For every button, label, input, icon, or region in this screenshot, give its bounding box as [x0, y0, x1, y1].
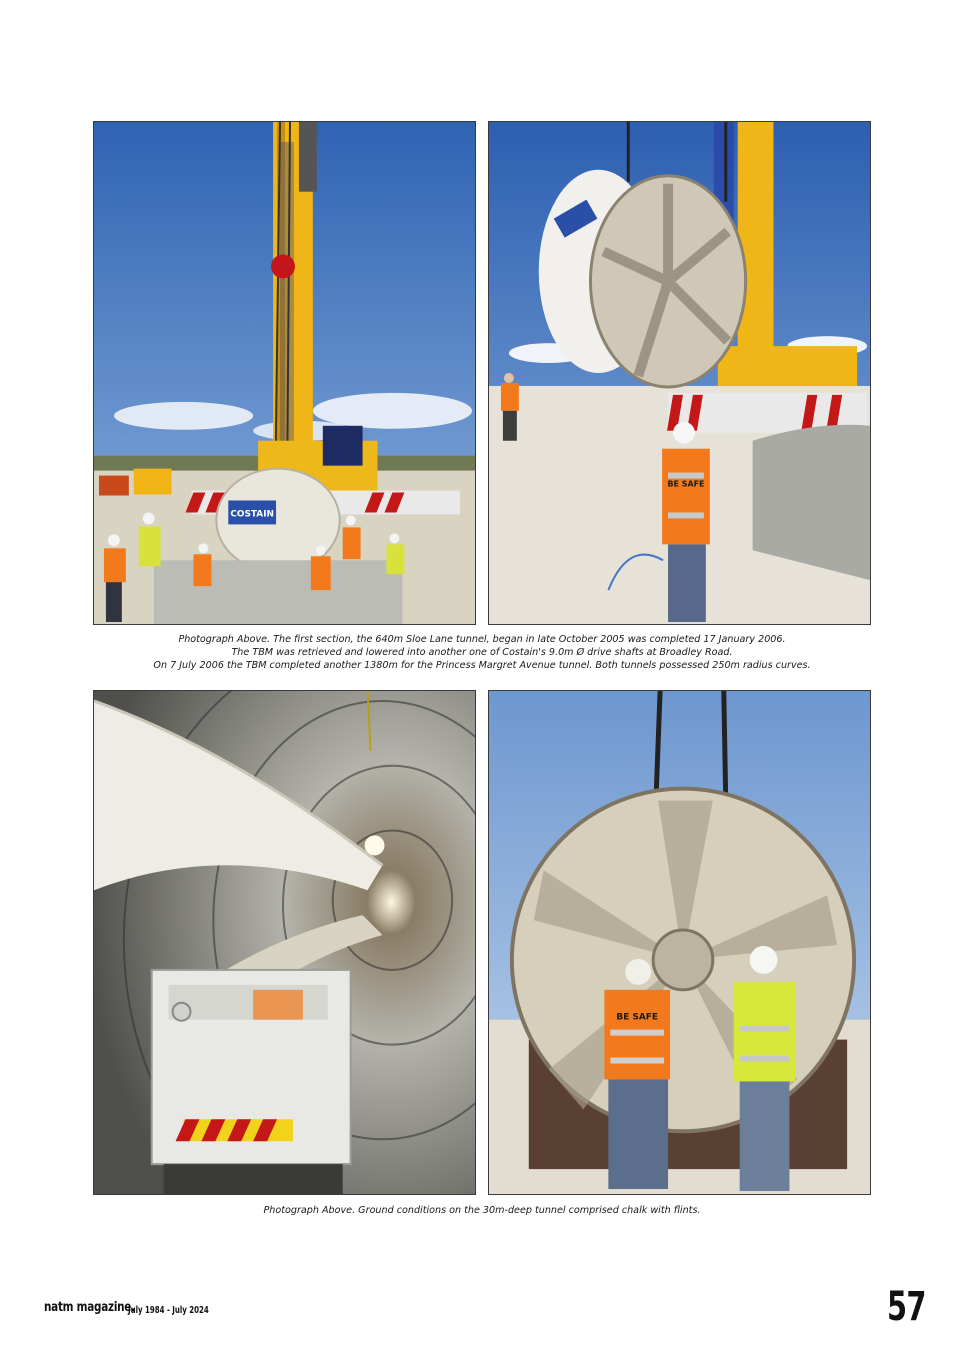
be-safe-label-bottom: BE SAFE — [616, 1012, 659, 1023]
page-number: 57 — [887, 1284, 926, 1330]
costain-logo-text: COSTAIN — [230, 509, 275, 520]
hazard-stripes — [176, 1119, 293, 1141]
worker-orange-vest — [662, 449, 710, 545]
caption-top-line-3: On 7 July 2006 the TBM completed another 1380m for the Princess Margret Avenue tunnel. Both tunnels possessed 250m radius curves. — [153, 660, 811, 671]
caption-top-line-1: Photograph Above. The first section, the 640m Sloe Lane tunnel, began in late October 2005 was completed 17 January 2006. — [178, 634, 786, 645]
photo-tunnel-interior — [93, 690, 476, 1195]
photo-crane-lifting-tbm — [93, 121, 476, 625]
tbm-lift-photo-illustration — [489, 122, 870, 624]
magazine-name: natm magazine. — [44, 1300, 135, 1315]
issue-dates: July 1984 - July 2024 — [128, 1305, 209, 1316]
caption-bottom-line: Photograph Above. Ground conditions on the 30m-deep tunnel comprised chalk with flints. — [263, 1205, 701, 1216]
caption-top-line-2: The TBM was retrieved and lowered into another one of Costain's 9.0m Ø drive shafts at Broadley Road. — [231, 647, 733, 658]
photo-tbm-cutterhead — [488, 690, 871, 1195]
be-safe-label-top: BE SAFE — [667, 479, 705, 489]
tunnel-photo-illustration — [94, 691, 475, 1194]
caption-bottom — [93, 1204, 871, 1217]
caption-top — [93, 633, 871, 672]
cutterhead-photo-illustration — [489, 691, 870, 1194]
photo-tbm-lifted — [488, 121, 871, 625]
crane-photo-illustration — [94, 122, 475, 624]
